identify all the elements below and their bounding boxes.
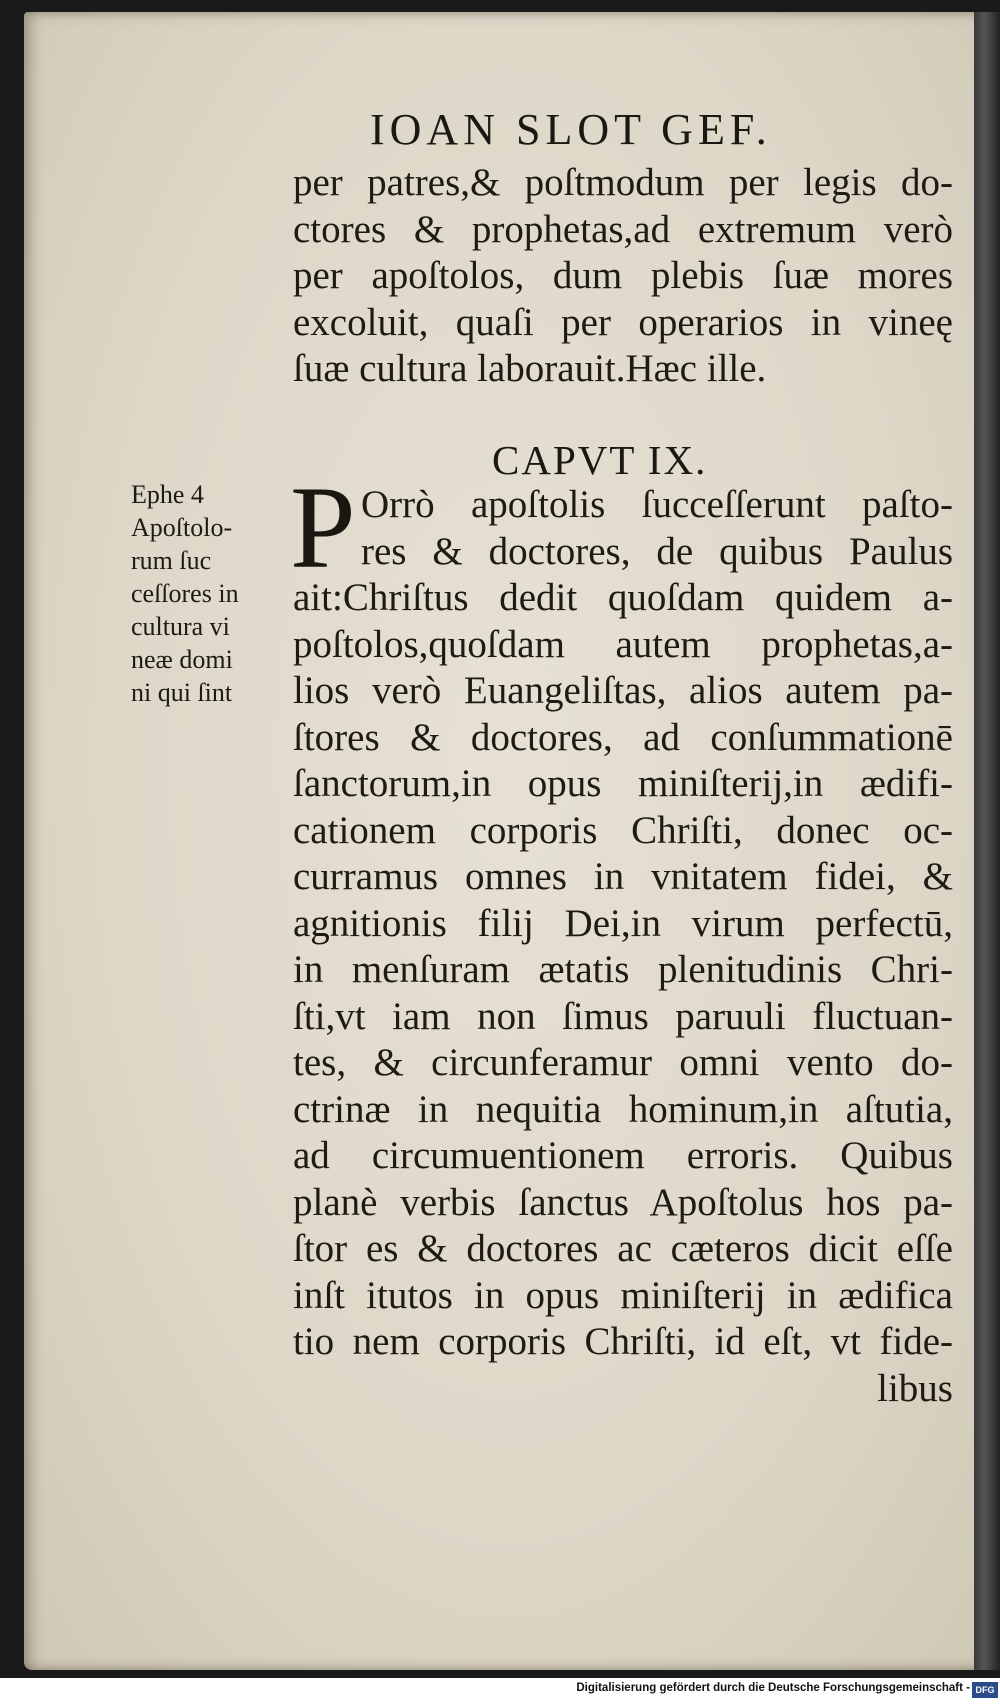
text-line: inſt itutos in opus miniſterij in ædifica [293,1273,953,1317]
text-line: Orrò apoſtolis ſucceſſerunt paſto- [361,483,953,526]
catchword: libus [877,1366,953,1410]
text-line: ctrinæ in nequitia hominum,in aſtutia, [293,1087,953,1131]
text-line: excoluit, quaſi per operarios in vineę [293,300,953,344]
text-line: ctores & prophetas,ad extremum verò [293,207,953,251]
footer-bar [0,1678,1000,1704]
margin-note-line: Ephe 4 [131,480,204,509]
text-line: agnitionis filij Dei,in virum perfectū, [293,901,953,945]
page-edge [974,12,1000,1670]
footer-credit: Digitalisierung gefördert durch die Deutsche Forschungsgemeinschaft - [576,1682,970,1694]
text-line: curramus omnes in vnitatem fidei, & [293,855,953,898]
margin-note-line: Apoſtolo- [131,513,233,542]
text-line: per patres,& poſtmodum per legis do- [293,161,953,204]
margin-note-line: rum ſuc [131,546,212,575]
text-line: cationem corporis Chriſti, donec oc- [293,808,953,852]
text-line: ſuæ cultura laborauit.Hæc ille. [293,347,767,390]
text-line: planè verbis ſanctus Apoſtolus hos pa- [293,1180,953,1224]
text-line: ſti,vt iam non ſimus paruuli fluctuan- [293,994,953,1038]
text-line: ſtor es & doctores ac cæteros dicit eſſe [293,1227,953,1270]
text-line: poſtolos,quoſdam autem prophetas,a- [293,622,953,666]
text-line: ad circumuentionem erroris. Quibus [293,1134,953,1177]
margin-note-line: ni qui ſint [131,678,233,707]
margin-note-line: ceſſores in [131,579,239,608]
text-line: ſanctorum,in opus miniſterij,in ædifi- [293,762,953,805]
chapter-heading: CAPVT IX. [492,437,708,483]
text-line: res & doctores, de quibus Paulus [361,529,953,573]
margin-notes [131,478,291,709]
dfg-logo-icon: DFG [972,1682,998,1698]
text-line: ſtores & doctores, ad conſummationē [293,715,953,759]
running-header: IOAN SLOT GEF. [370,105,772,154]
text-line: lios verò Euangeliſtas, alios autem pa- [293,669,953,712]
top-paragraph [293,160,953,393]
text-line: tio nem corporis Chriſti, id eſt, vt fide- [293,1320,953,1363]
text-line: tes, & circunferamur omni vento do- [293,1041,953,1084]
margin-note-line: neæ domi [131,645,233,674]
drop-capital: P [290,462,356,593]
text-line: per apoſtolos, dum plebis ſuæ mores [293,254,953,297]
margin-note-line: cultura vi [131,612,230,641]
text-line: in menſuram ætatis plenitudinis Chri- [293,948,953,991]
chapter-body [293,482,953,1412]
text-line: ait:Chriſtus dedit quoſdam quidem a- [293,576,953,619]
